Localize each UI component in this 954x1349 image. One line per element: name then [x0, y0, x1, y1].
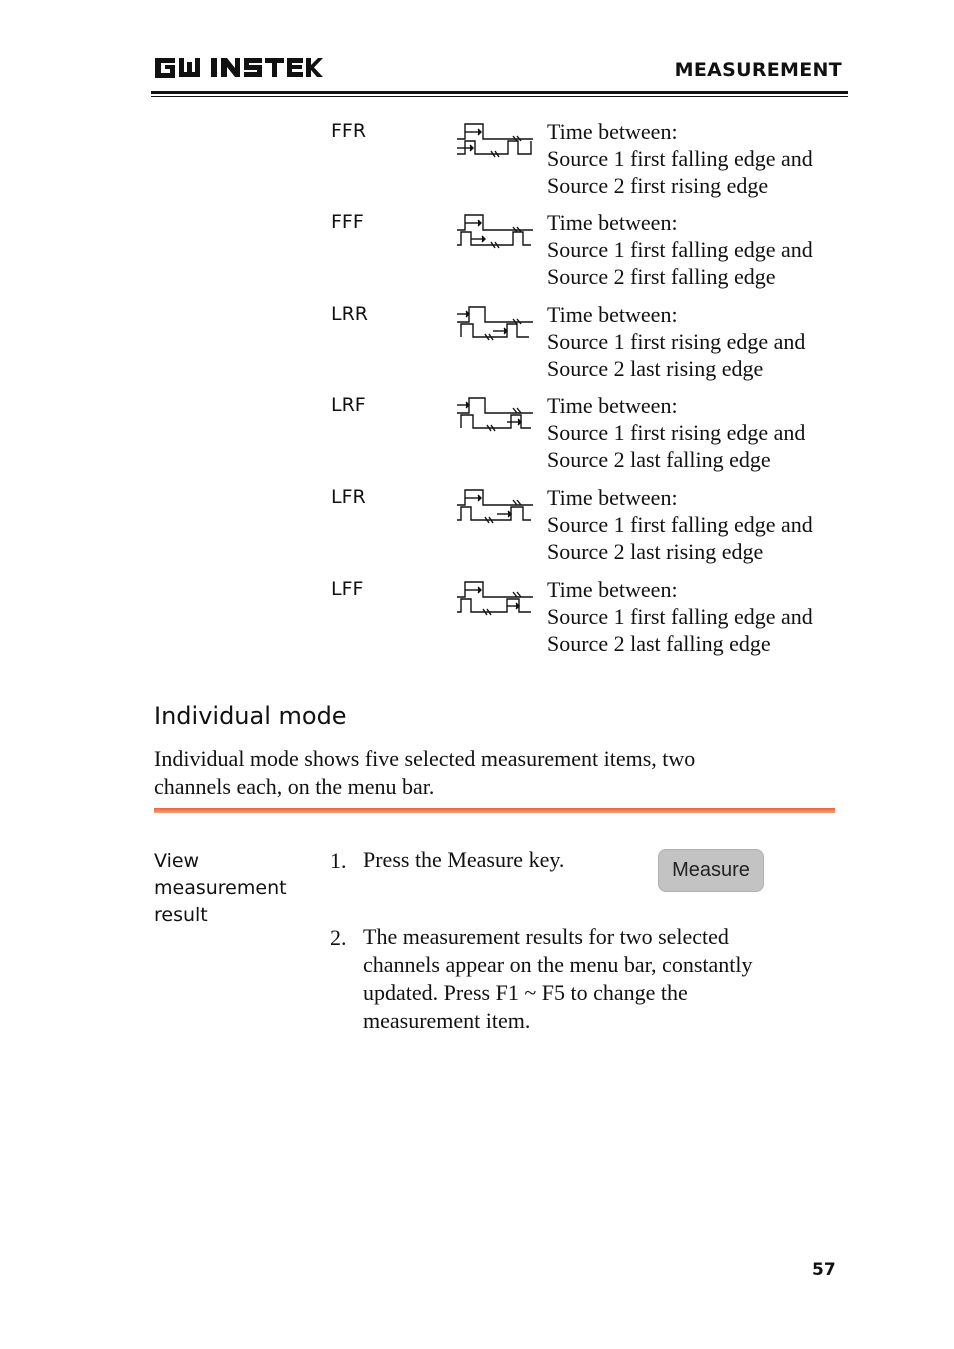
lff-timing-icon [455, 579, 535, 621]
measurement-description [547, 301, 847, 382]
header-rule-thin [151, 96, 848, 97]
label-line: measurement [154, 877, 287, 899]
desc-line: Source 1 first falling edge and [547, 146, 813, 171]
gw-instek-logo [153, 54, 323, 82]
desc-line: Time between: [547, 577, 678, 602]
step-line: updated. Press F1 ~ F5 to change the [363, 980, 688, 1005]
fff-timing-icon [455, 212, 535, 254]
intro-line: channels each, on the menu bar. [154, 774, 435, 799]
measurement-description [547, 484, 847, 565]
measurement-description [547, 209, 847, 290]
header-rule [151, 91, 848, 94]
step-number: 1. [330, 848, 347, 873]
measurement-row-lrr [0, 301, 954, 391]
measurement-row-lfr [0, 484, 954, 574]
desc-line: Source 2 first falling edge [547, 264, 776, 289]
procedure-label [154, 848, 304, 929]
desc-line: Time between: [547, 485, 678, 510]
step-number: 2. [330, 925, 347, 950]
desc-line: Source 1 first falling edge and [547, 604, 813, 629]
step-text [363, 923, 752, 1035]
measurement-code: FFR [331, 120, 367, 142]
desc-line: Source 1 first rising edge and [547, 420, 806, 445]
step-text: Press the Measure key. [363, 847, 565, 872]
measurement-code: LFF [331, 578, 364, 600]
measurement-code: LRR [331, 303, 368, 325]
section-title: Individual mode [154, 702, 347, 730]
measurement-row-ffr [0, 118, 954, 208]
label-line: result [154, 904, 208, 926]
measurement-row-lrf [0, 392, 954, 482]
desc-line: Source 2 last falling edge [547, 447, 771, 472]
desc-line: Source 1 first rising edge and [547, 329, 806, 354]
desc-line: Source 2 last rising edge [547, 539, 764, 564]
desc-line: Time between: [547, 393, 678, 418]
measurement-description [547, 392, 847, 473]
label-line: View [154, 850, 200, 872]
step-line: channels appear on the menu bar, constantly [363, 952, 753, 977]
lfr-timing-icon [455, 487, 535, 529]
step-line: measurement item. [363, 1008, 531, 1033]
desc-line: Source 2 last falling edge [547, 631, 771, 656]
measurement-row-lff [0, 576, 954, 666]
desc-line: Time between: [547, 119, 678, 144]
desc-line: Source 2 last rising edge [547, 356, 764, 381]
measurement-code: LFR [331, 486, 366, 508]
intro-paragraph [154, 745, 834, 801]
step-line: The measurement results for two selected [363, 924, 729, 949]
desc-line: Source 1 first falling edge and [547, 512, 813, 537]
measurement-description [547, 118, 847, 199]
page-number: 57 [812, 1260, 836, 1280]
ffr-timing-icon [455, 121, 535, 163]
measure-key-button[interactable]: Measure [658, 849, 764, 892]
desc-line: Time between: [547, 210, 678, 235]
lrr-timing-icon [455, 304, 535, 346]
measurement-description [547, 576, 847, 657]
measurement-row-fff [0, 209, 954, 299]
intro-line: Individual mode shows five selected measurement items, two [154, 746, 696, 771]
desc-line: Source 2 first rising edge [547, 173, 769, 198]
desc-line: Source 1 first falling edge and [547, 237, 813, 262]
section-header: MEASUREMENT [674, 59, 842, 81]
desc-line: Time between: [547, 302, 678, 327]
measurement-code: LRF [331, 394, 366, 416]
measurement-code: FFF [331, 211, 364, 233]
lrf-timing-icon [455, 395, 535, 437]
section-divider [154, 808, 835, 813]
